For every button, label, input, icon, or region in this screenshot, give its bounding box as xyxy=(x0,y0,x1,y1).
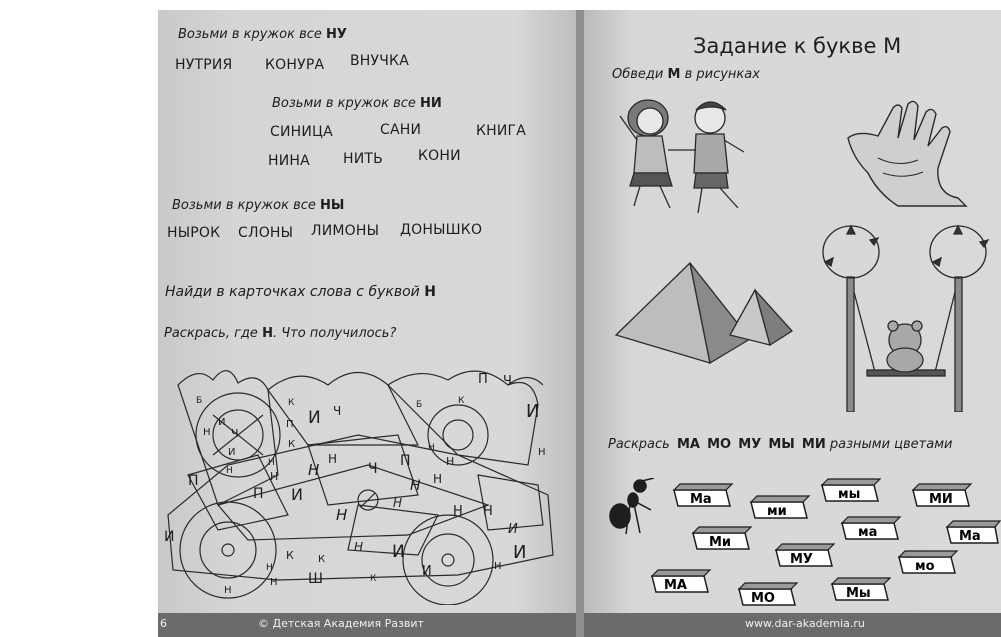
puzzle-letter: Н xyxy=(538,447,546,458)
word-sinica: СИНИЦА xyxy=(270,124,333,140)
puzzle-letter: И xyxy=(164,529,175,545)
puzzle-letter: Н xyxy=(393,496,403,510)
syllable-card[interactable] xyxy=(943,517,1001,547)
word-vnuchka: ВНУЧКА xyxy=(350,53,409,69)
word-koni: КОНИ xyxy=(418,148,461,164)
puzzle-letter: П xyxy=(478,372,488,387)
left-footer-text: © Детская Академия Развит xyxy=(258,617,424,630)
puzzle-letter: К xyxy=(370,574,377,584)
card-label: ма xyxy=(858,525,878,540)
card-label: МО xyxy=(751,591,775,606)
syllable-card[interactable] xyxy=(818,475,882,505)
puzzle-letter: Н xyxy=(270,577,278,588)
puzzle-letter: И xyxy=(291,485,303,504)
card-label: мы xyxy=(838,487,861,502)
page-number: 6 xyxy=(160,617,167,630)
card-label: МА xyxy=(664,578,687,593)
puzzle-letter: П xyxy=(400,453,411,469)
word-kniga: КНИГА xyxy=(476,123,527,139)
circle-task-instr: Обведи М в рисунках xyxy=(612,67,760,82)
hand-illustration xyxy=(838,98,973,208)
syllable-card[interactable] xyxy=(772,540,836,570)
card-label: МИ xyxy=(929,492,953,507)
puzzle-letter: Н xyxy=(428,443,435,453)
puzzle-letter: Ш xyxy=(308,571,323,587)
syllable-card[interactable] xyxy=(747,492,811,522)
syllable-card[interactable] xyxy=(648,566,712,596)
puzzle-letter: Н xyxy=(410,478,421,494)
syllable-card[interactable] xyxy=(909,480,973,510)
card-label: ми xyxy=(767,504,787,519)
puzzle-letter: И xyxy=(308,408,321,428)
tractor-puzzle xyxy=(158,355,578,605)
instr-ni: Возьми в кружок все НИ xyxy=(272,96,442,111)
puzzle-letter: К xyxy=(288,398,295,408)
puzzle-letter: И xyxy=(526,401,540,422)
puzzle-letter: П xyxy=(188,473,199,489)
puzzle-letter: Н xyxy=(270,470,279,483)
puzzle-letter: И xyxy=(392,542,405,562)
ant-illustration xyxy=(606,478,661,538)
word-konura: КОНУРА xyxy=(265,57,325,73)
puzzle-letter: Н xyxy=(336,506,348,524)
right-footer-url[interactable]: www.dar-akademia.ru xyxy=(745,617,865,630)
puzzle-letter: К xyxy=(286,549,294,562)
card-label: Ма xyxy=(690,492,712,507)
card-label: МУ xyxy=(790,552,813,567)
puzzle-letter: И xyxy=(422,564,432,579)
puzzle-letter: Н xyxy=(268,458,275,468)
puzzle-letter: Н xyxy=(226,466,233,476)
puzzle-letter: Н xyxy=(483,504,493,519)
puzzle-letter: Ч xyxy=(368,461,378,477)
syllable-card[interactable] xyxy=(670,480,734,510)
puzzle-letter: К xyxy=(458,396,465,406)
puzzle-letter: Н xyxy=(224,585,232,596)
word-sani: САНИ xyxy=(380,122,422,138)
puzzle-letter: И xyxy=(513,542,527,563)
puzzle-letter: Ч xyxy=(231,427,239,440)
instr-ny: Возьми в кружок все НЫ xyxy=(172,198,345,213)
puzzle-letter: Н xyxy=(433,472,443,486)
puzzle-letter: Н xyxy=(328,452,338,466)
find-words-instr: Найди в карточках слова с буквой Н xyxy=(165,284,436,300)
puzzle-letter: Н xyxy=(446,455,455,468)
puzzle-letter: П xyxy=(286,419,294,430)
word-nit: НИТЬ xyxy=(343,151,383,167)
word-limony: ЛИМОНЫ xyxy=(311,223,380,239)
puzzle-letter: П xyxy=(253,486,264,502)
card-label: Ма xyxy=(959,529,981,544)
card-label: Мы xyxy=(846,586,871,601)
instr-nu: Возьми в кружок все НУ xyxy=(178,27,347,42)
page-title: Задание к букве М xyxy=(693,34,902,58)
color-task-instr: Раскрась, где Н. Что получилось? xyxy=(164,326,397,341)
puzzle-letter: И xyxy=(218,417,226,428)
puzzle-letter: И xyxy=(508,522,518,537)
word-nyrok: НЫРОК xyxy=(167,225,221,241)
puzzle-letter: Б xyxy=(196,396,203,406)
puzzle-letter: Н xyxy=(494,561,502,572)
children-illustration xyxy=(612,88,762,218)
word-donyshko: ДОНЫШКО xyxy=(400,222,483,238)
puzzle-letter: Н xyxy=(203,427,211,438)
puzzle-letter: Ч xyxy=(503,374,512,389)
swing-illustration xyxy=(815,222,1000,412)
puzzle-letter: Б xyxy=(416,400,423,410)
puzzle-letter: И xyxy=(228,447,236,458)
word-slony: СЛОНЫ xyxy=(238,225,294,241)
syllable-card[interactable] xyxy=(735,579,799,609)
pyramids-illustration xyxy=(610,255,795,367)
puzzle-letter: Ч xyxy=(333,404,342,418)
syllable-card[interactable] xyxy=(838,513,902,543)
puzzle-letter: К xyxy=(288,439,296,450)
puzzle-letter: Н xyxy=(266,563,273,573)
word-nina: НИНА xyxy=(268,153,310,169)
card-label: мо xyxy=(915,559,935,574)
word-nutria: НУТРИЯ xyxy=(175,57,233,73)
puzzle-letter: Н xyxy=(354,540,364,554)
puzzle-letter: Н xyxy=(308,461,320,479)
syllable-card[interactable] xyxy=(689,523,753,553)
color-syllables-instr: Раскрась МА МО МУ МЫ МИ разными цветами xyxy=(608,437,953,452)
puzzle-letter: Н xyxy=(453,504,463,519)
syllable-card[interactable] xyxy=(895,547,959,577)
card-label: Ми xyxy=(709,535,732,550)
syllable-card[interactable] xyxy=(828,574,892,604)
puzzle-letter: К xyxy=(318,554,326,565)
